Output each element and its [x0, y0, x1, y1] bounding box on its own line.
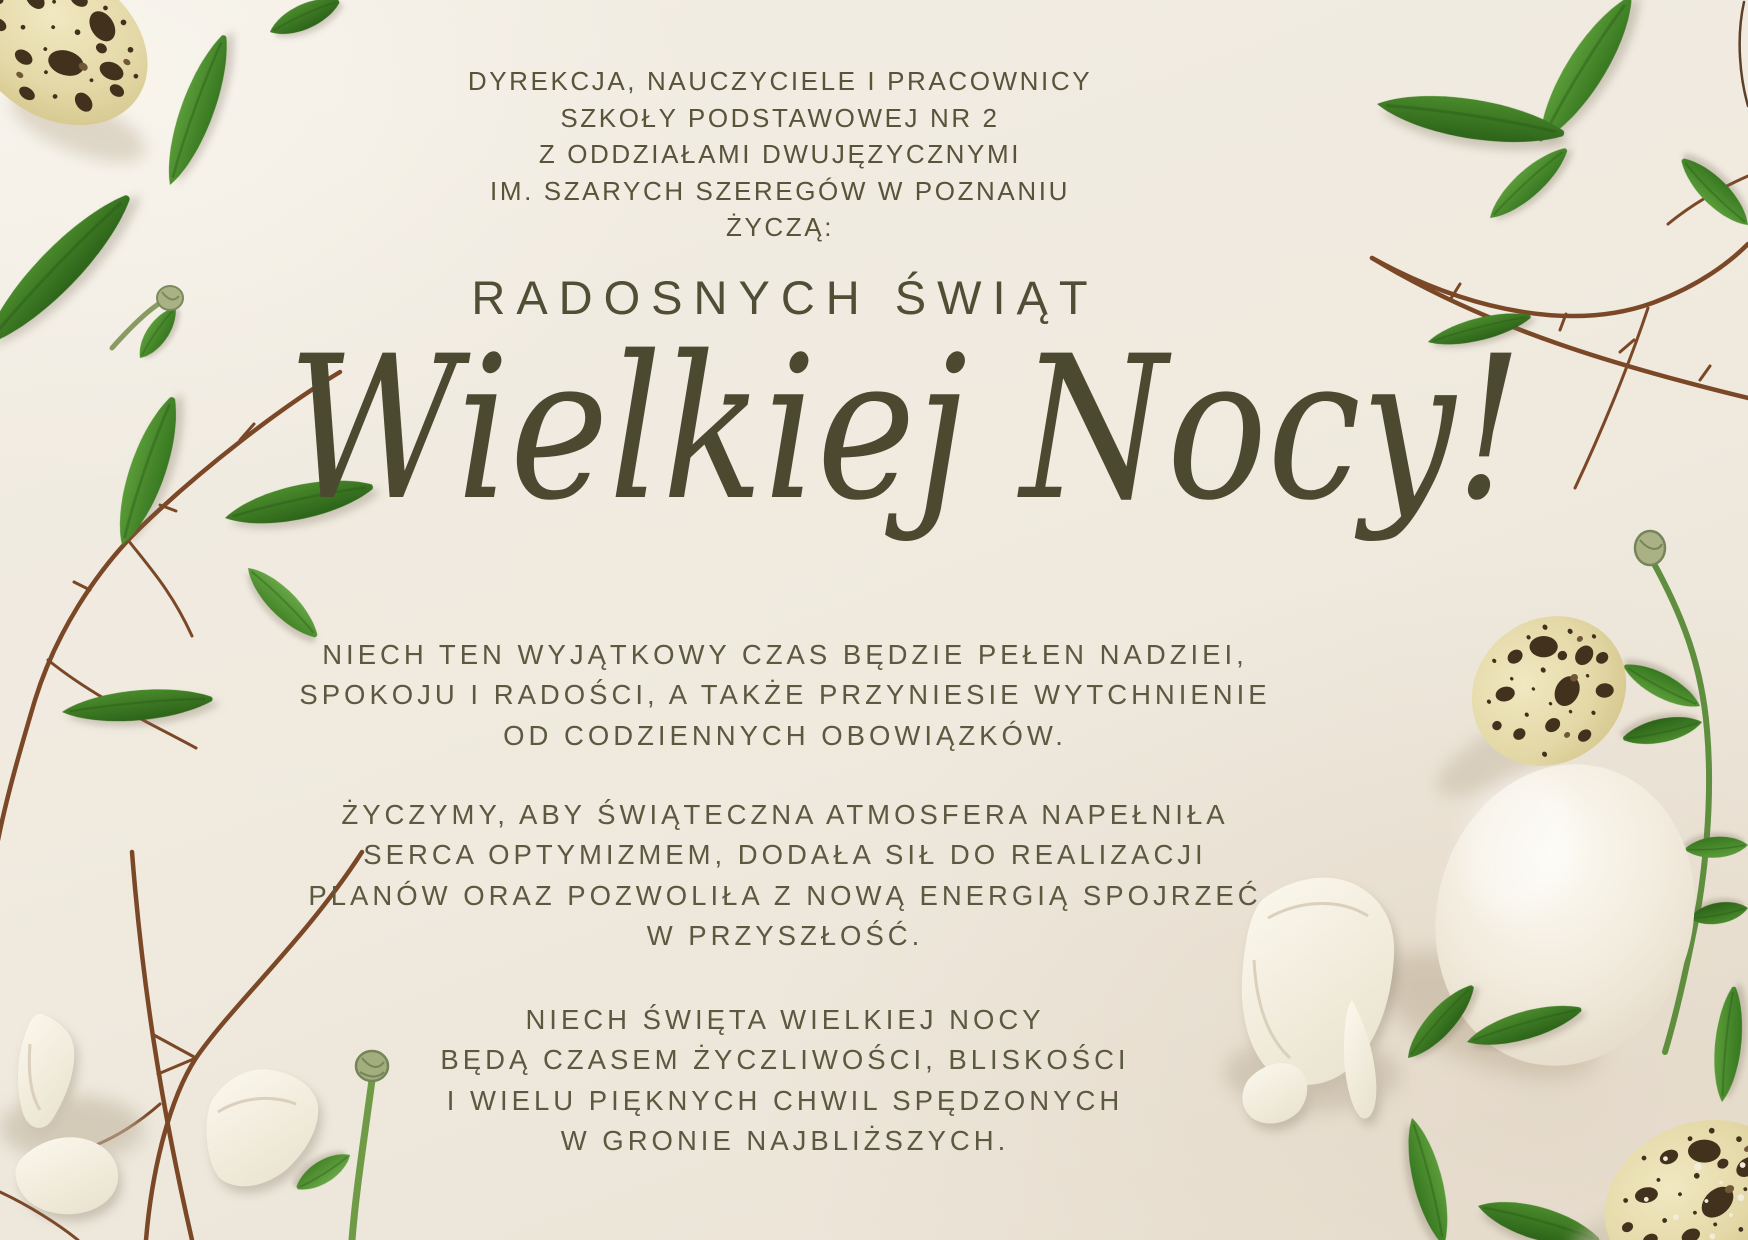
sender-line: IM. SZARYCH SZEREGÓW W POZNANIU: [490, 175, 1070, 206]
wish-line: W GRONIE NAJBLIŻSZYCH.: [560, 1124, 1010, 1156]
wish-line: SERCA OPTYMIZMEM, DODAŁA SIŁ DO REALIZACJI: [363, 839, 1207, 871]
quail-egg-bottom-right: [1564, 1091, 1748, 1240]
script-title: Wielkiej Nocy!: [287, 313, 1523, 544]
wish-line: OD CODZIENNYCH OBOWIĄZKÓW.: [503, 719, 1067, 751]
wish-line: PLANÓW ORAZ POZWOLIŁA Z NOWĄ ENERGIĄ SPOJRZEĆ: [308, 879, 1262, 911]
wish-line: NIECH ŚWIĘTA WIELKIEJ NOCY: [525, 1004, 1045, 1035]
wish-paragraph-1: [0, 635, 1570, 756]
wish-line: ŻYCZYMY, ABY ŚWIĄTECZNA ATMOSFERA NAPEŁNIŁA: [341, 799, 1229, 830]
sender-line: ŻYCZĄ:: [725, 212, 835, 242]
wish-line: I WIELU PIĘKNYCH CHWIL SPĘDZONYCH: [446, 1084, 1124, 1116]
sender-block: [0, 63, 1560, 246]
wish-paragraph-3: [0, 1000, 1570, 1161]
wish-line: SPOKOJU I RADOŚCI, A TAKŻE PRZYNIESIE WYTCHNIENIE: [299, 679, 1271, 711]
wish-paragraph-2: [0, 795, 1570, 956]
title-kicker: RADOSNYCH ŚWIĄT: [471, 271, 1099, 324]
wish-line: W PRZYSZŁOŚĆ.: [646, 919, 924, 951]
sender-line: Z ODDZIAŁAMI DWUJĘZYCZNYMI: [538, 139, 1022, 169]
wish-line: NIECH TEN WYJĄTKOWY CZAS BĘDZIE PEŁEN NADZIEI,: [322, 639, 1248, 670]
sender-line: SZKOŁY PODSTAWOWEJ NR 2: [560, 102, 1000, 133]
wish-line: BĘDĄ CZASEM ŻYCZLIWOŚCI, BLISKOŚCI: [440, 1044, 1130, 1076]
sender-line: DYREKCJA, NAUCZYCIELE I PRACOWNICY: [467, 66, 1093, 96]
